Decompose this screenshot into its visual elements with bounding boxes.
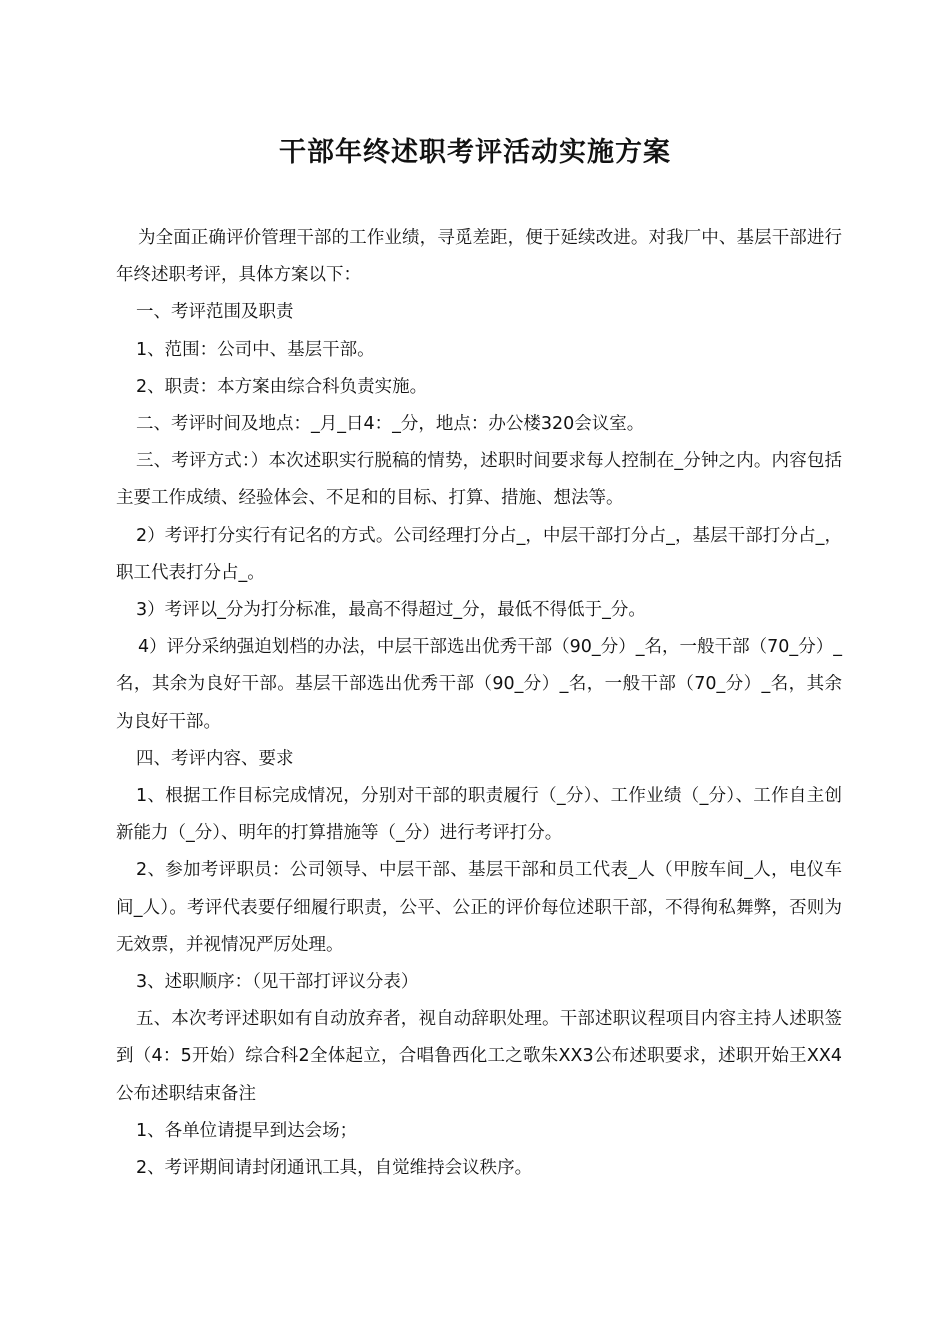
paragraph-method-3: 3）考评以_分为打分标准，最高不得超过_分，最低不得低于_分。: [136, 600, 646, 621]
document-body: [116, 220, 842, 1187]
heading-scope: 一、考评范围及职责: [136, 302, 294, 323]
heading-time-place: 二、考评时间及地点：_月_日4：_分，地点：办公楼320会议室。: [136, 414, 645, 435]
paragraph-intro: 为全面正确评价管理干部的工作业绩，寻觅差距，便于延续改进。对我厂中、基层干部进行年终述职考评，具体方案以下：: [116, 228, 842, 286]
paragraph-content-1: 1、根据工作目标完成情况，分别对干部的职责履行（_分）、工作业绩（_分）、工作自主创新能力（_分）、明年的打算措施等（_分）进行考评打分。: [116, 786, 842, 844]
paragraph-content-3: 3、述职顺序：（见干部打评议分表）: [136, 972, 419, 993]
paragraph-note-1: 1、各单位请提早到达会场；: [136, 1120, 358, 1141]
paragraph-section-5: 五、本次考评述职如有自动放弃者，视自动辞职处理。干部述职议程项目内容主持人述职签到（4：5开始）综合科2全体起立，合唱鲁西化工之歌朱XX3公布述职要求，述职开始王XX4公布述职结束备注: [116, 1009, 842, 1104]
document-title: 干部年终述职考评活动实施方案: [279, 137, 671, 168]
paragraph-method-1: 三、考评方式：）本次述职实行脱稿的情势，述职时间要求每人控制在_分钟之内。内容包括主要工作成绩、经验体会、不足和的目标、打算、措施、想法等。: [116, 451, 842, 509]
paragraph-scope-duty: 2、职责：本方案由综合科负责实施。: [136, 376, 428, 397]
paragraph-method-2: 2）考评打分实行有记名的方式。公司经理打分占_，中层干部打分占_，基层干部打分占_，职工代表打分占_。: [116, 525, 842, 583]
paragraph-method-4: 4）评分采纳强迫划档的办法，中层干部选出优秀干部（90_分）_名，一般干部（70_分）_名，其余为良好干部。基层干部选出优秀干部（90_分）_名，一般干部（70_分）_名，其余为良好干部。: [116, 637, 842, 732]
paragraph-note-2: 2、考评期间请封闭通讯工具，自觉维持会议秩序。: [136, 1158, 533, 1179]
heading-content: 四、考评内容、要求: [136, 748, 294, 769]
paragraph-scope-range: 1、范围：公司中、基层干部。: [136, 339, 375, 360]
paragraph-content-2: 2、参加考评职员：公司领导、中层干部、基层干部和员工代表_人（甲胺车间_人，电仪车间_人）。考评代表要仔细履行职责，公平、公正的评价每位述职干部，不得徇私舞弊，否则为无效票，并视情况严厉处理。: [116, 860, 842, 955]
